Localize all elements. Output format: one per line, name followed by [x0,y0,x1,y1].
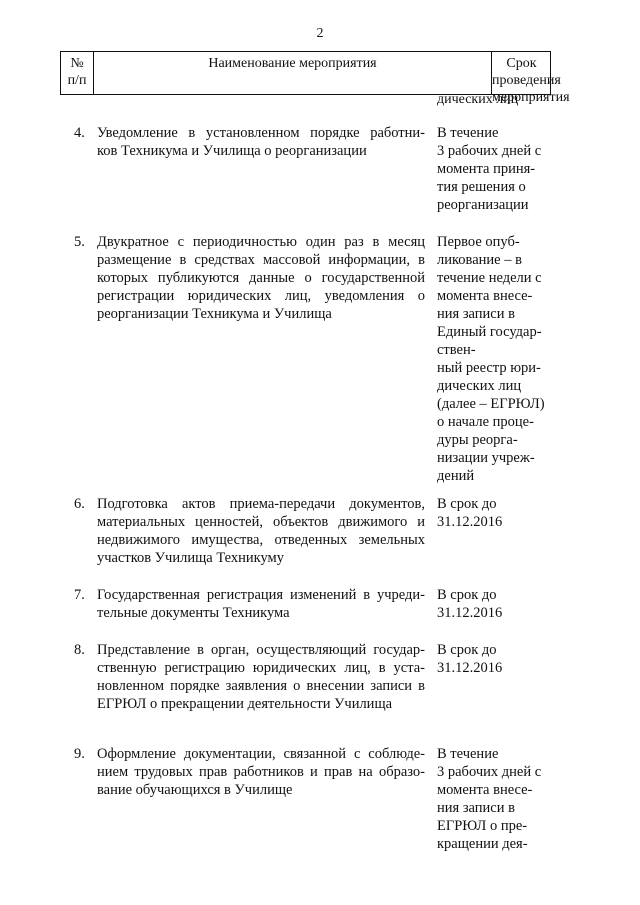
row-name [97,641,425,713]
row-term [437,124,577,214]
row-name [97,586,425,622]
row-number: 5. [74,234,85,250]
row-term-line: момента внесе- [437,782,533,798]
row-term-line: дений [437,468,475,484]
header-number-line2: п/п [67,73,87,88]
row-name-line: Подготовка актов приема-передачи документов, [97,496,425,512]
row-name-line: Уведомление в установленном порядке работни- [97,125,425,141]
row-term-line: ствен- [437,342,476,358]
row-number: 4. [74,125,85,141]
row-term-line: низации учреж- [437,450,535,466]
row-term-line: момента приня- [437,161,536,177]
row-term-line: В срок до [437,642,497,658]
row-term-line: В срок до [437,587,497,603]
row-number: 8. [74,642,85,658]
row-name-line: новленном порядке заявления о внесении записи в [97,678,425,694]
header-name-cell [94,52,492,94]
row-name-line: вание обучающихся в Училище [97,782,293,798]
row-name-line: ков Техникума и Училища о реорганизации [97,143,367,159]
page-number: 2 [316,26,324,41]
row-name-line: ЕГРЮЛ о прекращении деятельности Училища [97,696,393,712]
row-number: 9. [74,746,85,762]
row-name-line: Оформление документации, связанной с соблюде- [97,746,425,762]
row-term-line: о начале проце- [437,414,534,430]
row-name-line: реорганизации Техникума и Училища [97,306,332,322]
row-name [97,124,425,160]
row-term [437,495,577,531]
row-name-line: материальных ценностей, объектов движимого и [97,514,425,530]
row-term [437,745,577,853]
row-term-line: дических лиц [437,378,522,394]
row-term-line: Первое опуб- [437,234,520,250]
row-term-line: 31.12.2016 [437,514,503,530]
row-term-line: В срок до [437,496,497,512]
row-name-line: недвижимого имущества, отведенных земельных [97,532,425,548]
row-term-line: реорганизации [437,197,529,213]
row-term-line: ликование – в [437,252,522,268]
header-number-cell [61,52,94,94]
row-term [437,586,577,622]
row-term-line: ЕГРЮЛ о пре- [437,818,528,834]
row-term-line: В течение [437,125,499,141]
header-term-line2: мероприятия [492,90,570,105]
row-name-line: нием трудовых прав работников и прав на образо- [97,764,425,780]
row-name [97,495,425,567]
row-name-line: тельные документы Техникума [97,605,290,621]
header-number-line1: № [70,56,84,71]
row-name-line: Государственная регистрация изменений в учреди- [97,587,425,603]
row-term-line: В течение [437,746,499,762]
row-term-line: (далее – ЕГРЮЛ) [437,396,545,412]
row-name [97,745,425,799]
row-name-line: ственную регистрацию юридических лиц, в уста- [97,660,425,676]
row-term-line: Единый государ- [437,324,542,340]
row-name-line: Двукратное с периодичностью один раз в месяц [97,234,425,250]
row-name-line: размещение в средствах массовой информации, в [97,252,425,268]
row-term-line: ный реестр юри- [437,360,541,376]
row-term-line: ния записи в [437,800,515,816]
row-name-line: Представление в орган, осуществляющий государ- [97,642,425,658]
carryover-text: дических лиц [437,92,519,107]
row-term-line: кращении дея- [437,836,528,852]
row-term [437,641,577,677]
row-term [437,233,577,485]
row-term-line: ния записи в [437,306,515,322]
row-term-line: 31.12.2016 [437,660,503,676]
row-number: 7. [74,587,85,603]
row-term-line: течение недели с [437,270,542,286]
row-name-line: которых публикуются данные о государственной [97,270,425,286]
header-term-cell [492,52,570,105]
row-term-line: 3 рабочих дней с [437,764,542,780]
row-name-line: регистрации юридических лиц, уведомления о [97,288,425,304]
header-term-line1: Срок проведения [492,56,561,88]
row-name-line: участков Училища Техникуму [97,550,284,566]
row-term-line: 31.12.2016 [437,605,503,621]
row-term-line: момента внесе- [437,288,533,304]
row-name [97,233,425,323]
row-term-line: тия решения о [437,179,526,195]
row-number: 6. [74,496,85,512]
row-term-line: 3 рабочих дней с [437,143,542,159]
row-term-line: дуры реорга- [437,432,518,448]
header-name-text: Наименование мероприятия [208,56,377,71]
